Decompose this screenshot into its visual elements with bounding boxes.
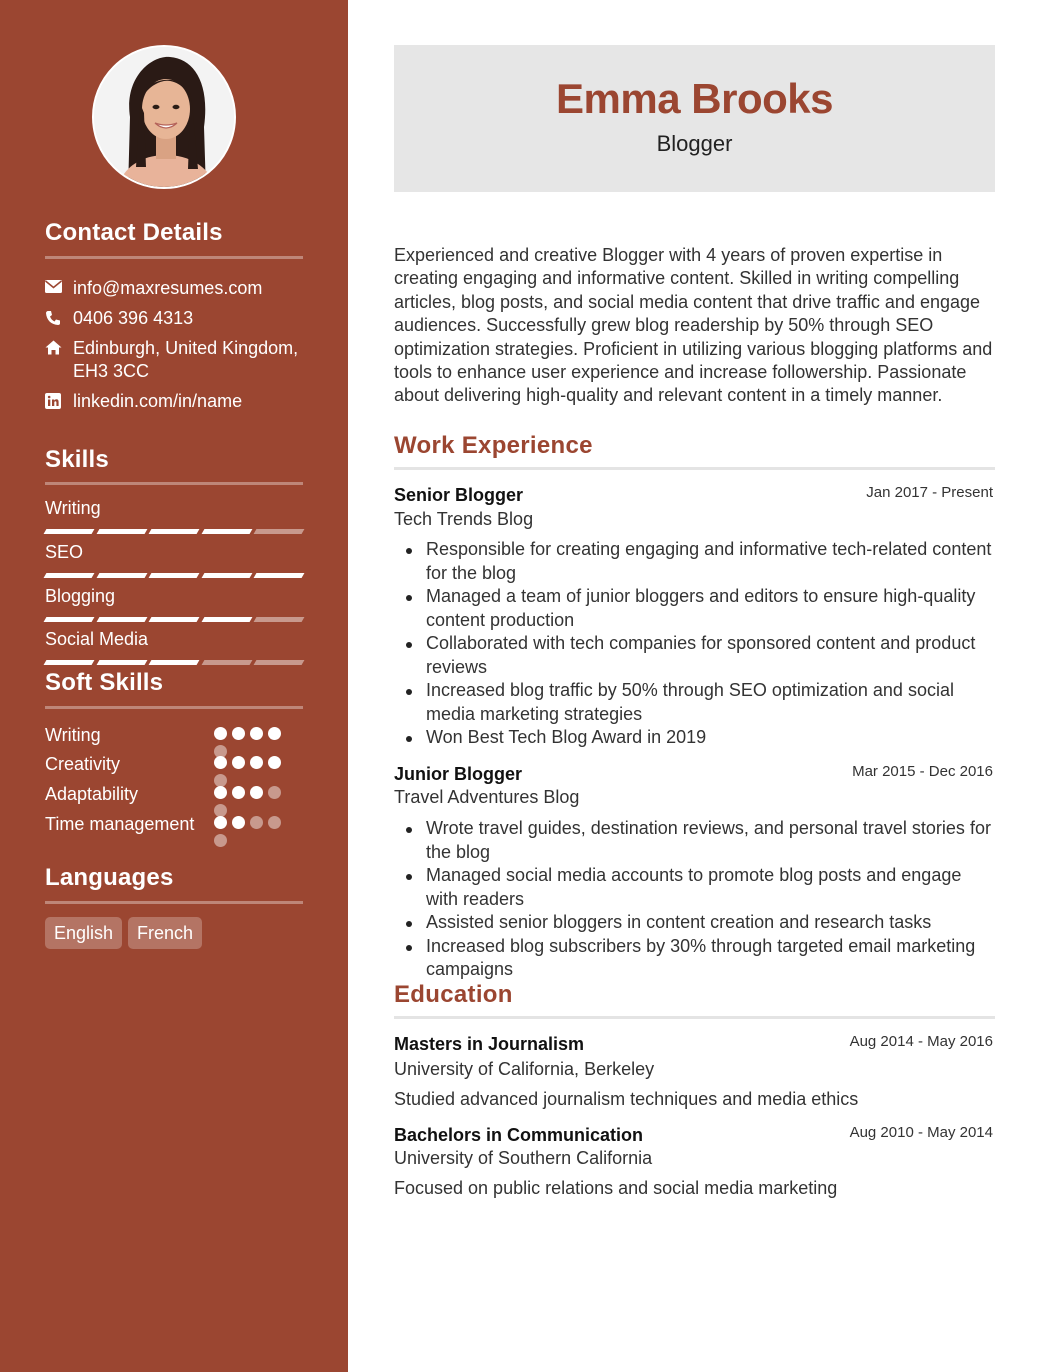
soft-skill-label: Creativity xyxy=(45,754,121,774)
contact-address xyxy=(45,337,305,383)
avatar-portrait xyxy=(94,47,236,189)
soft-skills-divider xyxy=(45,706,303,709)
skill-level-segment xyxy=(44,660,94,665)
skill-level-segment xyxy=(254,573,304,578)
rating-dot xyxy=(250,727,263,740)
rating-dot xyxy=(250,756,263,769)
skill-level-segment xyxy=(96,573,146,578)
rating-dot xyxy=(214,756,227,769)
contact-email[interactable] xyxy=(45,277,305,300)
linkedin-text: linkedin.com/in/name xyxy=(73,391,243,411)
skill-level-segment xyxy=(254,529,304,534)
skill-level-segment xyxy=(96,529,146,534)
skill-level-segment xyxy=(201,660,251,665)
skill-label: SEO xyxy=(45,542,84,562)
rating-dot xyxy=(268,727,281,740)
languages-divider xyxy=(45,901,303,904)
rating-dot xyxy=(214,816,227,829)
skill-label: Writing xyxy=(45,498,101,518)
skill-level-bar xyxy=(45,529,303,534)
rating-dot xyxy=(214,834,227,847)
phone-text: 0406 396 4313 xyxy=(73,308,194,328)
skill-level-segment xyxy=(96,660,146,665)
job-dates: Mar 2015 - Dec 2016 xyxy=(852,763,993,780)
skill-level-segment xyxy=(201,529,251,534)
job-title: Junior Blogger xyxy=(394,764,523,784)
degree-title: Bachelors in Communication xyxy=(394,1125,644,1145)
sidebar xyxy=(0,0,348,1372)
degree-description: Studied advanced journalism techniques and media ethics xyxy=(394,1089,859,1109)
job-role: Blogger xyxy=(656,131,733,156)
list-item: Assisted senior bloggers in content creation and research tasks xyxy=(426,911,995,935)
skill-level-segment xyxy=(201,617,251,622)
job-bullets xyxy=(426,538,995,750)
job-bullets xyxy=(426,817,995,982)
skill-level-segment xyxy=(44,529,94,534)
contact-phone[interactable] xyxy=(45,307,305,330)
soft-skills-heading: Soft Skills xyxy=(45,669,164,696)
job-company: Tech Trends Blog xyxy=(394,509,534,529)
language-chip: French xyxy=(128,917,202,949)
languages-heading: Languages xyxy=(45,864,174,891)
skill-level-bar xyxy=(45,617,303,622)
list-item: Collaborated with tech companies for sponsored content and product reviews xyxy=(426,632,995,679)
skills-divider xyxy=(45,482,303,485)
language-chip: English xyxy=(45,917,122,949)
list-item: Responsible for creating engaging and informative tech-related content for the blog xyxy=(426,538,995,585)
job-company: Travel Adventures Blog xyxy=(394,787,580,807)
full-name: Emma Brooks xyxy=(556,75,833,122)
soft-skill-label: Adaptability xyxy=(45,784,139,804)
degree-dates: Aug 2014 - May 2016 xyxy=(849,1033,993,1050)
list-item: Wrote travel guides, destination reviews, and personal travel stories for the blog xyxy=(426,817,995,864)
education-heading: Education xyxy=(394,981,513,1008)
rating-dot xyxy=(268,756,281,769)
soft-skill-label: Time management xyxy=(45,814,195,834)
email-text: info@maxresumes.com xyxy=(73,278,263,298)
phone-icon xyxy=(45,307,73,330)
skill-level-segment xyxy=(201,573,251,578)
skills-heading: Skills xyxy=(45,446,109,473)
rating-dot xyxy=(232,786,245,799)
skill-level-segment xyxy=(149,617,199,622)
degree-dates: Aug 2010 - May 2014 xyxy=(849,1124,993,1141)
school-name: University of California, Berkeley xyxy=(394,1059,655,1079)
contact-linkedin[interactable] xyxy=(45,390,305,413)
skill-level-bar xyxy=(45,660,303,665)
address-text: Edinburgh, United Kingdom, EH3 3CC xyxy=(73,338,299,381)
degree-description: Focused on public relations and social media marketing xyxy=(394,1178,838,1198)
rating-dot xyxy=(250,786,263,799)
rating-dot xyxy=(214,727,227,740)
skill-level-segment xyxy=(149,529,199,534)
contact-divider xyxy=(45,256,303,259)
envelope-icon xyxy=(45,277,73,300)
skill-level-segment xyxy=(254,617,304,622)
list-item: Increased blog traffic by 50% through SEO optimization and social media marketing strategies xyxy=(426,679,995,726)
job-dates: Jan 2017 - Present xyxy=(866,484,993,501)
list-item: Managed a team of junior bloggers and editors to ensure high-quality content production xyxy=(426,585,995,632)
education-divider xyxy=(394,1016,995,1019)
home-icon xyxy=(45,337,73,383)
contact-heading: Contact Details xyxy=(45,219,223,246)
school-name: University of Southern California xyxy=(394,1148,653,1168)
skill-level-segment xyxy=(96,617,146,622)
skill-level-segment xyxy=(44,573,94,578)
linkedin-icon xyxy=(45,390,73,413)
soft-skill-label: Writing xyxy=(45,725,101,745)
profile-summary: Experienced and creative Blogger with 4 years of proven expertise in creating engaging and informative content. Skilled in writing compelling articles, blog posts, and social media content that drive traffic and engage audiences. Successfully grew blog readership by 50% through SEO optimization strategies. Proficient in utilizing various blogging platforms and tools to enhance user experience and increase followership. Passionate about delivering high-quality and relevant content in a timely manner. xyxy=(394,245,993,406)
skill-level-bar xyxy=(45,573,303,578)
skill-level-segment xyxy=(149,660,199,665)
rating-dot xyxy=(232,816,245,829)
list-item: Won Best Tech Blog Award in 2019 xyxy=(426,726,995,750)
skill-label: Social Media xyxy=(45,629,149,649)
experience-heading: Work Experience xyxy=(394,432,593,459)
skill-label: Blogging xyxy=(45,586,116,606)
rating-dot xyxy=(268,786,281,799)
name-header xyxy=(394,45,995,192)
rating-dot xyxy=(214,786,227,799)
rating-dot xyxy=(232,756,245,769)
skill-level-segment xyxy=(44,617,94,622)
rating-dot xyxy=(250,816,263,829)
rating-dot xyxy=(232,727,245,740)
profile-photo xyxy=(92,45,236,189)
degree-title: Masters in Journalism xyxy=(394,1034,585,1054)
skill-level-segment xyxy=(254,660,304,665)
experience-divider xyxy=(394,467,995,470)
job-title: Senior Blogger xyxy=(394,485,524,505)
list-item: Increased blog subscribers by 30% through targeted email marketing campaigns xyxy=(426,935,995,982)
rating-dot xyxy=(268,816,281,829)
skill-level-segment xyxy=(149,573,199,578)
list-item: Managed social media accounts to promote blog posts and engage with readers xyxy=(426,864,995,911)
